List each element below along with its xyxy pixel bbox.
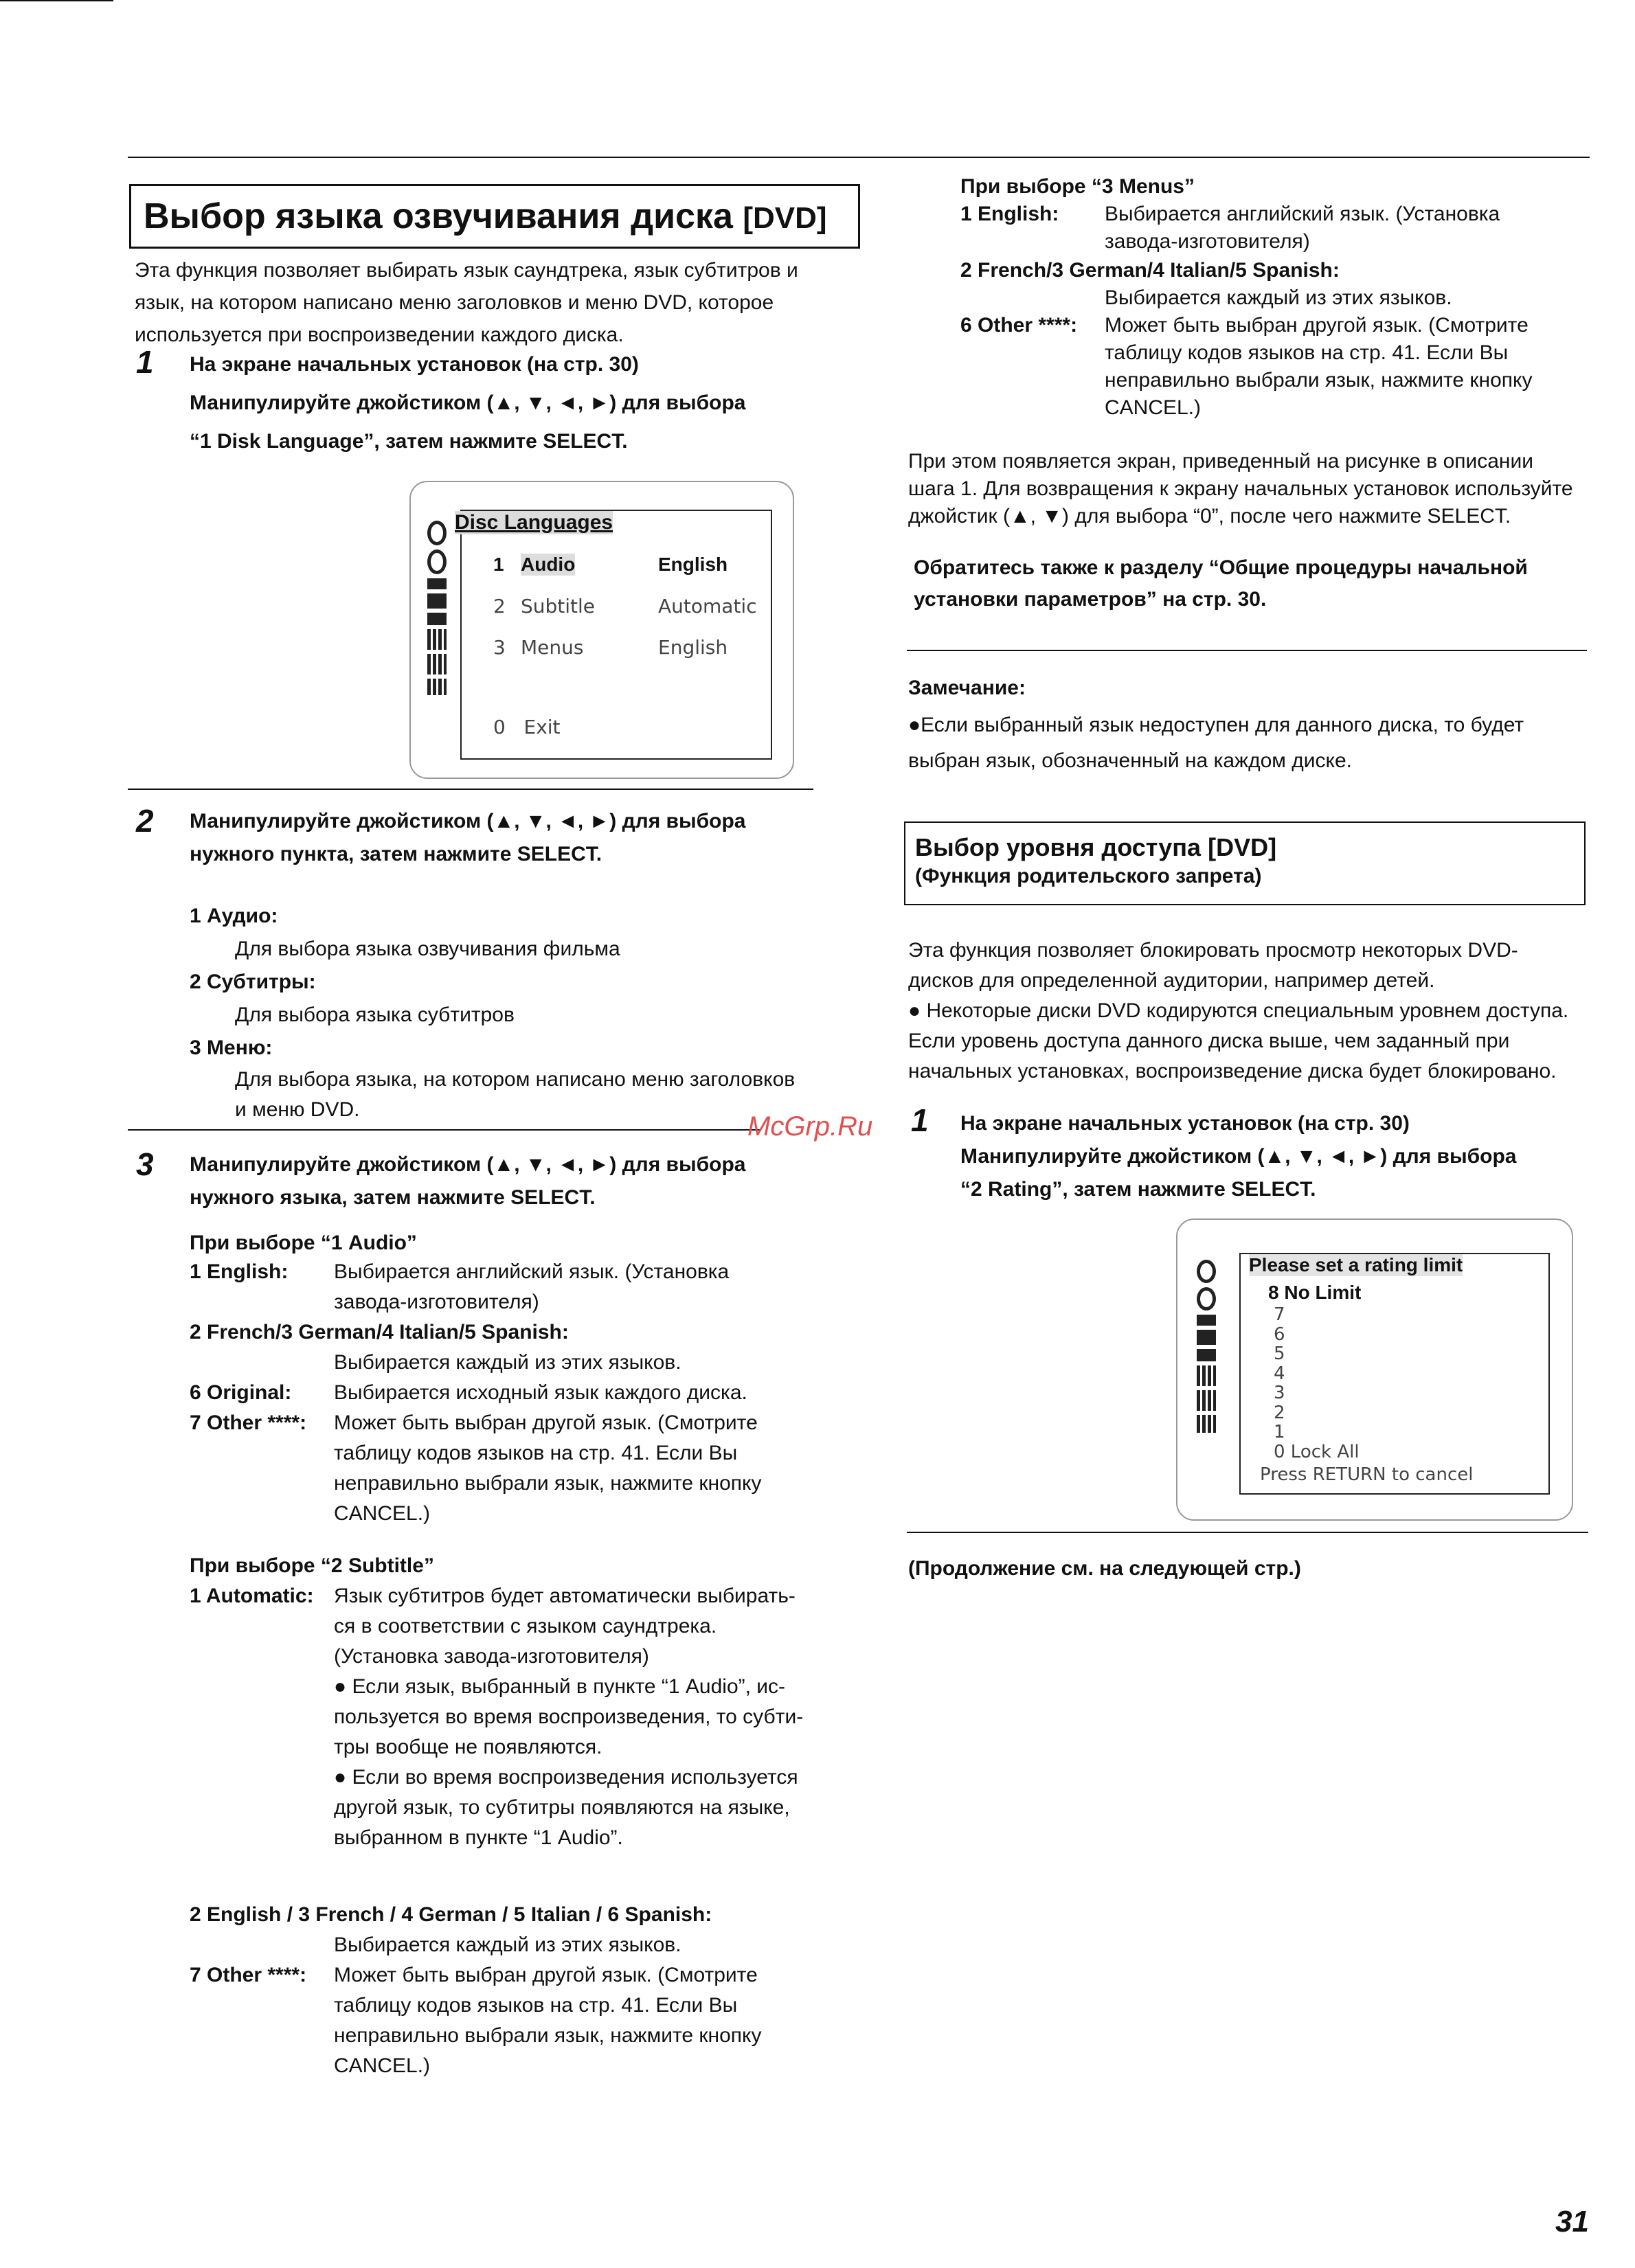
refer-text: Обратитесь также к разделу “Общие процедуры начальной установки параметров” на стр. 30. [914, 556, 1528, 611]
section-2-title: Выбор уровня доступа [DVD] [915, 833, 1277, 861]
menu-item-subtitle: Subtitle [521, 595, 596, 617]
audio-heading: При выборе “1 Audio” [190, 1232, 417, 1254]
grid-icon [427, 679, 447, 695]
menu-item-menus: Menus [521, 636, 584, 659]
circle-icon [427, 549, 447, 574]
section-2-intro: Эта функция позволяет блокировать просмотр некоторых DVD- дисков для определенной аудитории, например детей. ● Некоторые диски DVD кодируются специальным уровнем доступа. Если уровень доступа данного диска выше, чем заданный при начальных установках, воспроизведение диска будет блокировано. [908, 939, 1569, 1082]
menu-item-audio: Audio [521, 554, 576, 575]
circle-icon [427, 521, 447, 545]
grid-icon [1197, 1390, 1216, 1411]
options-list: 1 Аудио: Для выбора языка озвучивания фильма 2 Субтитры: Для выбора языка субтитров 3 Меню: Для выбора языка, на котором написано меню заголовков и меню DVD. [190, 905, 796, 1121]
intro-text: Эта функция позволяет выбирать язык саундтрека, язык субтитров и язык, на котором написано меню заголовков и меню DVD, которое используется при воспроизведении каждого диска. [135, 259, 798, 346]
continued-note: (Продолжение см. на следующей стр.) [908, 1557, 1301, 1580]
grid-icon [427, 654, 447, 674]
rating-selected: 8 No Limit [1268, 1282, 1362, 1303]
step-2-text: Манипулируйте джойстиком (▲, ▼, ◄, ►) для выбора нужного пункта, затем нажмите SELECT. [190, 810, 746, 865]
rating-footer: Press RETURN to cancel [1260, 1464, 1474, 1485]
note-heading: Замечание: [908, 677, 1026, 699]
disc-languages-screen [409, 481, 794, 779]
step-number: 1 [911, 1102, 929, 1138]
rating-levels: 7 6 5 4 3 2 1 0 Lock All [1274, 1304, 1360, 1462]
bar-icon [1197, 1315, 1216, 1326]
section-title: Выбор языка озвучивания диска [DVD] [129, 184, 860, 249]
step-divider [128, 1129, 760, 1131]
step-1-text: На экране начальных установок (на стр. 30) Манипулируйте джойстиком (▲, ▼, ◄, ►) для выбора “1 Disk Language”, затем нажмите SELECT. [190, 353, 746, 453]
step-3-text: Манипулируйте джойстиком (▲, ▼, ◄, ►) для выбора нужного языка, затем нажмите SELECT. [190, 1153, 746, 1209]
subtitle-heading: При выборе “2 Subtitle” [190, 1554, 434, 1577]
step-number: 3 [136, 1146, 154, 1182]
screen-side-icons [427, 517, 447, 699]
step-number: 1 [136, 344, 154, 380]
bar-icon [1197, 1349, 1216, 1361]
grid-icon [427, 629, 447, 650]
menu-value-menus: English [658, 636, 728, 659]
grid-icon [1197, 1415, 1216, 1433]
return-instructions: При этом появляется экран, приведенный на рисунке в описании шага 1. Для возвращения к экрану начальных установок используйте джойстик (▲, ▼) для выбора “0”, после чего нажмите SELECT. [908, 450, 1573, 528]
menus-heading: При выборе “3 Menus” [960, 175, 1195, 198]
bar-icon [427, 578, 447, 589]
menu-item-num: 1 [493, 554, 504, 575]
top-rule [128, 157, 1590, 158]
menu-item-num: 2 [493, 595, 506, 617]
page-number: 31 [1555, 2205, 1589, 2238]
menu-title: Disc Languages [455, 511, 613, 534]
menu-value-audio: English [658, 554, 728, 575]
note-divider [907, 650, 1587, 651]
section-2-subtitle: (Функция родительского запрета) [915, 865, 1262, 887]
circle-icon [1197, 1287, 1216, 1311]
watermark: McGrp.Ru [747, 1111, 873, 1142]
rating-step-1-text: На экране начальных установок (на стр. 30) Манипулируйте джойстиком (▲, ▼, ◄, ►) для выбора “2 Rating”, затем нажмите SELECT. [960, 1112, 1517, 1201]
step-number: 2 [136, 803, 154, 839]
top-short-rule [0, 0, 113, 1]
section-2-title-box [904, 821, 1586, 905]
screen-side-icons [1197, 1256, 1216, 1437]
menu-item-num: 3 [493, 636, 506, 659]
bar-icon [427, 613, 447, 625]
bar-icon [427, 593, 447, 609]
note-text: ●Если выбранный язык недоступен для данного диска, то будет выбран язык, обозначенный на каждом диске. [908, 714, 1524, 772]
menu-exit: 0 Exit [493, 716, 561, 738]
rating-title: Please set a rating limit [1249, 1254, 1463, 1275]
bar-icon [1197, 1330, 1216, 1345]
rating-limit-screen [1176, 1218, 1573, 1521]
step-divider [128, 789, 813, 790]
grid-icon [1197, 1365, 1216, 1386]
menu-value-subtitle: Automatic [658, 595, 757, 617]
bottom-divider [907, 1532, 1588, 1533]
circle-icon [1197, 1260, 1216, 1283]
